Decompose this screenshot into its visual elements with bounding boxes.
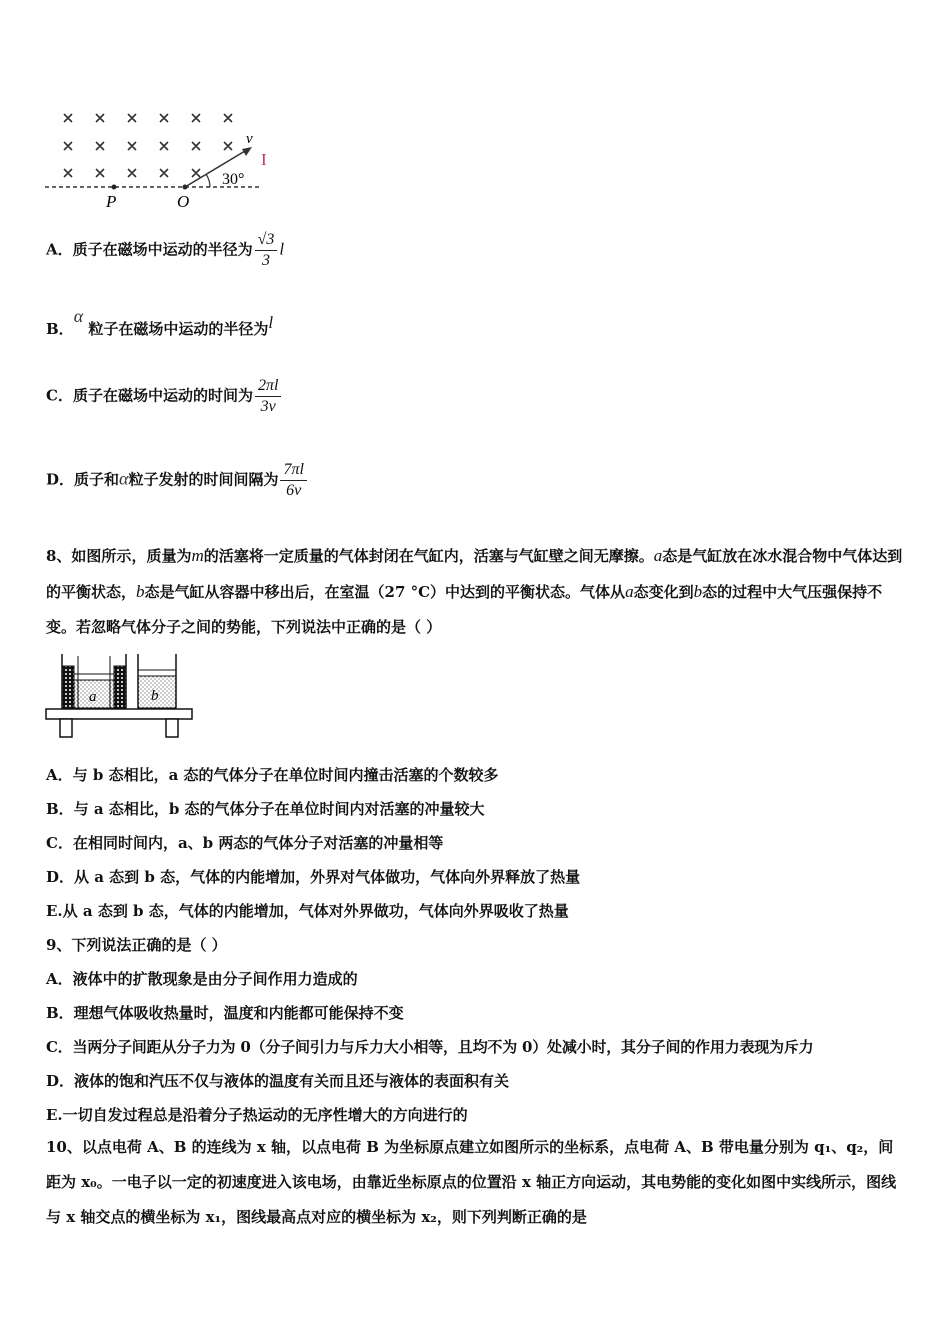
q8-stem: 8、如图所示，质量为m的活塞将一定质量的气体封闭在气缸内，活塞与气缸壁之间无摩擦。a态是气缸放在冰水混合物中气体达到的平衡状态，b态是气缸从容器中移出后，在室温（27 °C）中达到的平衡状态。气体从a态变化到b态的过程中大气压强保持不变。若忽略气体分子之间的势能，下列说法中正确的是（ ）	[46, 546, 903, 636]
q8-option-e: E.从 a 态到 b 态，气体的内能增加，气体对外界做功，气体向外界吸收了热量	[46, 902, 569, 920]
q9-option-c: C．当两分子间距从分子力为 0（分子间引力与斥力大小相等，且均不为 0）处减小时，其分子间的作用力表现为斥力	[46, 1038, 814, 1056]
q9-option-e: E.一切自发过程总是沿着分子热运动的无序性增大的方向进行的	[46, 1106, 468, 1124]
field-crosses	[64, 114, 232, 177]
q9-stem: 9、下列说法正确的是（ ）	[46, 936, 227, 954]
q8-option-c: C．在相同时间内，a、b 两态的气体分子对活塞的冲量相等	[46, 834, 444, 852]
table-leg-right	[166, 719, 178, 737]
label-b: b	[151, 688, 159, 704]
alpha-symbol: α	[73, 306, 84, 326]
q8-option-b: B．与 a 态相比，b 态的气体分子在单位时间内对活塞的冲量较大	[46, 800, 485, 818]
q8-option-a: A．与 b 态相比，a 态的气体分子在单位时间内撞击活塞的个数较多	[46, 766, 499, 784]
q7-option-c: C．质子在磁场中运动的时间为 $\frac{2\pi l}{3v}$	[46, 376, 283, 417]
q7-option-a: A．质子在磁场中运动的半径为 $\frac{√3}{3}$ l	[46, 231, 285, 269]
q9-option-b: B．理想气体吸收热量时，温度和内能都可能保持不变	[46, 1004, 404, 1022]
angle-arc	[206, 174, 210, 187]
fraction-7pil-over-6v: $\frac{7\pi l}{6v}$	[280, 460, 306, 501]
label-P: P	[106, 192, 117, 211]
edge-marker: I	[261, 150, 267, 169]
label-v: v	[246, 131, 253, 147]
q7-option-d: D．质子和α粒子发射的时间间隔为 $\frac{7\pi l}{6v}$	[46, 460, 309, 501]
alpha-symbol: α	[119, 468, 129, 489]
q10-stem: 10、以点电荷 A、B 的连线为 x 轴，以点电荷 B 为坐标原点建立如图所示的坐标系，点电荷 A、B 带电量分别为 q₁、q₂，间距为 x₀。一电子以一定的初速度进入该电场，由靠近坐标原点的位置沿 x 轴正方向运动，其电势能的变化如图中实线所示，图线与 x 轴交点的横坐标为 x₁，图线最高点对应的横坐标为 x₂，则下列判断正确的是	[46, 1138, 897, 1226]
label-30deg: 30°	[222, 171, 245, 188]
q8-option-d: D．从 a 态到 b 态，气体的内能增加，外界对气体做功，气体向外界释放了热量	[46, 868, 581, 886]
point-P	[112, 185, 117, 190]
piston-a	[74, 674, 114, 680]
velocity-arrowhead	[242, 147, 252, 156]
ice-water-right	[114, 666, 126, 708]
magnetic-field-figure	[40, 105, 280, 215]
ice-water-left	[62, 666, 74, 708]
fraction-sqrt3-over-3: $\frac{√3}{3}$	[255, 230, 278, 271]
label-O: O	[177, 192, 190, 211]
label-a: a	[89, 689, 97, 705]
table-leg-left	[60, 719, 72, 737]
table-top	[46, 709, 192, 719]
fraction-2pil-over-3v: $\frac{2\pi l}{3v}$	[255, 376, 281, 417]
q9-option-a: A．液体中的扩散现象是由分子间作用力造成的	[46, 970, 358, 988]
q7-option-b: B．α 粒子在磁场中运动的半径为l	[46, 306, 274, 338]
q9-option-d: D．液体的饱和汽压不仅与液体的温度有关而且还与液体的表面积有关	[46, 1072, 510, 1090]
cylinder-figure	[44, 652, 196, 742]
piston-b	[138, 670, 176, 676]
